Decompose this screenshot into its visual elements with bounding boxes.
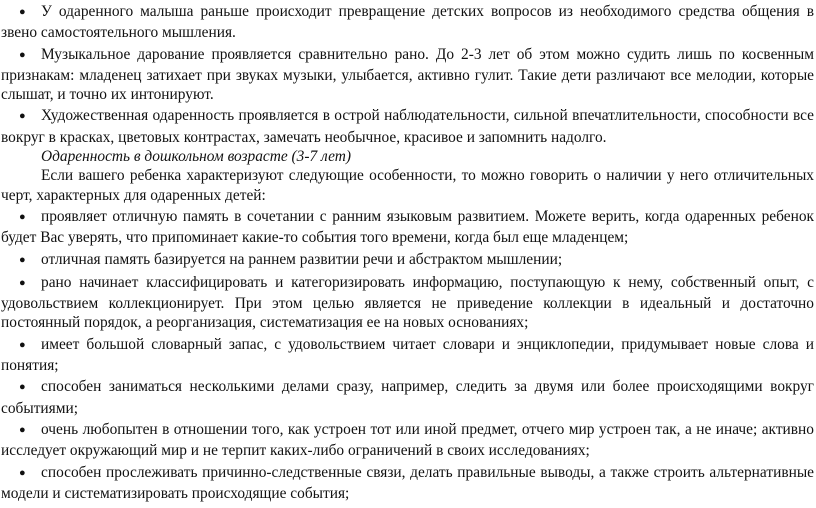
bullet-icon: ● (19, 253, 26, 266)
paragraph-text: Художественная одаренность проявляется в острой наблюдательности, сильной впечатлительности, способности все вокруг в красках, цветовых контрастах, замечать необычное, красивое и запомнить надолго. (1, 107, 814, 146)
paragraph-text: Музыкальное дарование проявляется сравнительно рано. До 2-3 лет об этом можно судить лишь по косвенным признакам: младенец затихает при звуках музыки, улыбается, активно гулит. Такие дети различают все мелодии, которые слышат, и точно их интонируют. (1, 45, 814, 104)
paragraph-text: рано начинает классифицировать и категоризировать информацию, поступающую к нему, собственный опыт, с удовольствием коллекционирует. При этом целью является не приведение коллекции в идеальный и достаточно постоянный порядок, а реорганизация, систематизация ее на новых основаниях; (1, 273, 814, 332)
bullet-icon: ● (19, 381, 26, 394)
bullet-icon: ● (19, 6, 26, 18)
paragraph-text: отличная память базируется на раннем развитии речи и абстрактом мышлении; (41, 250, 563, 268)
intro-bullet-item (1, 45, 814, 105)
bullet-icon: ● (19, 423, 26, 436)
feature-bullet-item (1, 420, 814, 461)
feature-bullet-item (1, 250, 814, 271)
bullet-icon: ● (19, 338, 26, 351)
paragraph-text: проявляет отличную память в сочетании с ранним языковым развитием. Можете верить, когда одаренных ребенок будет Вас уверять, что припоминает какие-то события того времени, когда был еще младенцем; (1, 207, 814, 247)
intro-bullet-item (1, 106, 814, 147)
section-intro: Если вашего ребенка характеризуют следующие особенности, то можно говорить о наличии у него отличительных черт, характерных для одаренных детей: (1, 167, 814, 204)
intro-bullet-item (1, 2, 814, 43)
bullet-icon: ● (19, 210, 26, 223)
bullet-icon: ● (19, 48, 26, 61)
feature-bullet-item (1, 335, 814, 376)
section-heading: Одаренность в дошкольном возрасте (3-7 лет) (41, 148, 352, 166)
paragraph-text: очень любопытен в отношении того, как устроен тот или иной предмет, отчего мир устроен так, а не иначе; активно исследует окружающий мир и не терпит каких-либо ограничений в своих исследованиях; (1, 420, 814, 460)
paragraph-text: имеет большой словарный запас, с удовольствием читает словари и энциклопедии, придумывает новые слова и понятия; (1, 335, 814, 375)
bullet-icon: ● (19, 276, 26, 289)
paragraph-text: способен заниматься несколькими делами сразу, например, следить за двумя или более происходящими вокруг событиями; (1, 378, 814, 417)
paragraph-text: У одаренного малыша раньше происходит превращение детских вопросов из необходимого средства общения в звено самостоятельного мышления. (1, 3, 814, 42)
bullet-icon: ● (19, 110, 26, 123)
feature-bullet-item (1, 207, 814, 248)
bullet-icon: ● (19, 466, 26, 479)
feature-bullet-item (1, 463, 814, 504)
paragraph-text: способен прослеживать причинно-следственные связи, делать правильные выводы, а также строить альтернативные модели и систематизировать происходящие события; (1, 463, 814, 502)
feature-bullet-item (1, 273, 814, 333)
feature-bullet-item (1, 377, 814, 418)
